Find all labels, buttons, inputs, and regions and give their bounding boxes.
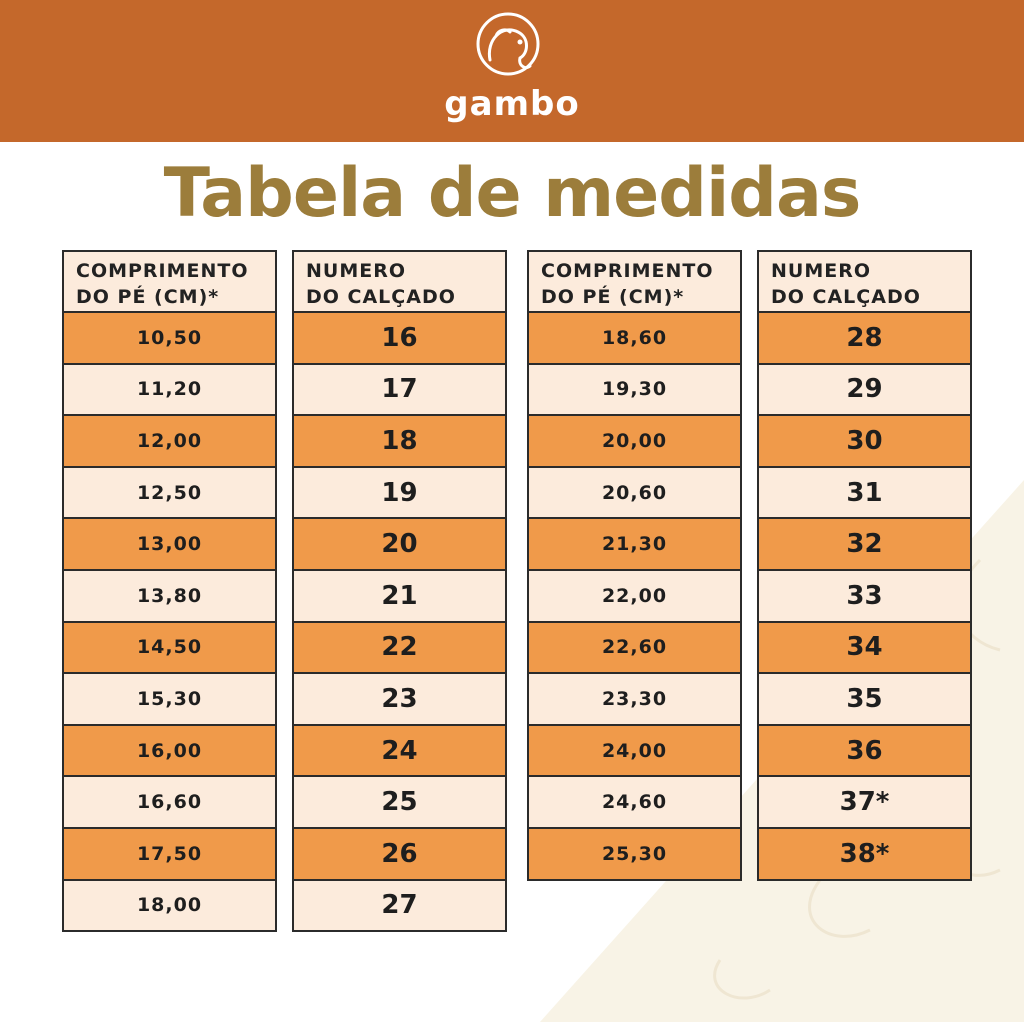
table2-size-cell: 32 bbox=[757, 519, 972, 571]
table1-length-cell: 10,50 bbox=[62, 313, 277, 365]
table2-size-cell: 33 bbox=[757, 571, 972, 623]
table2-size-cell: 36 bbox=[757, 726, 972, 778]
header-line: NUMERO bbox=[306, 260, 406, 282]
header-line: COMPRIMENTO bbox=[541, 260, 714, 282]
table1-size-cell: 27 bbox=[292, 881, 507, 933]
table2-length-cell: 19,30 bbox=[527, 365, 742, 417]
table2-length-cell: 20,00 bbox=[527, 416, 742, 468]
header-line: DO PÉ (CM)* bbox=[76, 286, 220, 308]
table2-size-cell: 35 bbox=[757, 674, 972, 726]
table1-size-cell: 20 bbox=[292, 519, 507, 571]
table1-length-cell: 16,00 bbox=[62, 726, 277, 778]
table1-length-cell: 13,00 bbox=[62, 519, 277, 571]
table1-size-cell: 24 bbox=[292, 726, 507, 778]
table2-size-cell: 31 bbox=[757, 468, 972, 520]
table1-size-cell: 25 bbox=[292, 777, 507, 829]
table1-length-cell: 18,00 bbox=[62, 881, 277, 933]
table1-length-cell: 12,00 bbox=[62, 416, 277, 468]
table1-length-cell: 17,50 bbox=[62, 829, 277, 881]
table2-size-header bbox=[757, 250, 972, 313]
table2-length-cell: 25,30 bbox=[527, 829, 742, 881]
table2-length-column bbox=[527, 250, 742, 881]
table1-size-column bbox=[292, 250, 507, 932]
header-line: NUMERO bbox=[771, 260, 871, 282]
table2-length-cell: 23,30 bbox=[527, 674, 742, 726]
table2-size-cell: 38* bbox=[757, 829, 972, 881]
table2-length-header bbox=[527, 250, 742, 313]
table1-size-cell: 22 bbox=[292, 623, 507, 675]
table2-length-cell: 22,00 bbox=[527, 571, 742, 623]
table1-length-column bbox=[62, 250, 277, 932]
table2-size-cell: 30 bbox=[757, 416, 972, 468]
table2-size-cell: 34 bbox=[757, 623, 972, 675]
table2-length-cell: 20,60 bbox=[527, 468, 742, 520]
table2-length-cell: 21,30 bbox=[527, 519, 742, 571]
table1-length-header bbox=[62, 250, 277, 313]
table2-length-cell: 22,60 bbox=[527, 623, 742, 675]
table1-size-cell: 17 bbox=[292, 365, 507, 417]
table2-size-cell: 28 bbox=[757, 313, 972, 365]
table1-length-cell: 16,60 bbox=[62, 777, 277, 829]
table1-size-cell: 18 bbox=[292, 416, 507, 468]
table2-length-cell: 18,60 bbox=[527, 313, 742, 365]
header-line: DO PÉ (CM)* bbox=[541, 286, 685, 308]
gambo-logo bbox=[440, 10, 584, 130]
table2-size-column bbox=[757, 250, 972, 881]
brand-name: gambo bbox=[444, 84, 580, 124]
header-line: DO CALÇADO bbox=[771, 286, 921, 308]
table1-size-header bbox=[292, 250, 507, 313]
table2-length-cell: 24,60 bbox=[527, 777, 742, 829]
table1-length-cell: 14,50 bbox=[62, 623, 277, 675]
table2-size-cell: 29 bbox=[757, 365, 972, 417]
table2-length-cell: 24,00 bbox=[527, 726, 742, 778]
table1-size-cell: 23 bbox=[292, 674, 507, 726]
table1-length-cell: 13,80 bbox=[62, 571, 277, 623]
table1-size-cell: 26 bbox=[292, 829, 507, 881]
table1-length-cell: 15,30 bbox=[62, 674, 277, 726]
table1-length-cell: 12,50 bbox=[62, 468, 277, 520]
table1-length-cell: 11,20 bbox=[62, 365, 277, 417]
page-title: Tabela de medidas bbox=[163, 154, 861, 233]
brand-header bbox=[0, 0, 1024, 142]
elephant-icon bbox=[468, 10, 556, 82]
header-line: COMPRIMENTO bbox=[76, 260, 249, 282]
table1-size-cell: 21 bbox=[292, 571, 507, 623]
table1-size-cell: 19 bbox=[292, 468, 507, 520]
table1-size-cell: 16 bbox=[292, 313, 507, 365]
table2-size-cell: 37* bbox=[757, 777, 972, 829]
header-line: DO CALÇADO bbox=[306, 286, 456, 308]
